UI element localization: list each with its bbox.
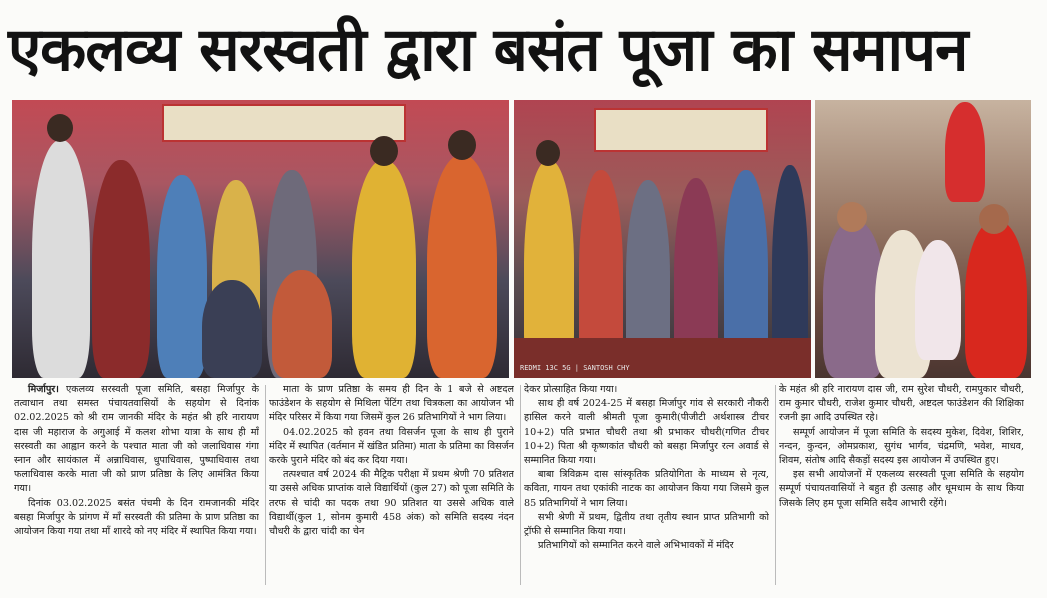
paragraph: साथ ही वर्ष 2024-25 में बसहा मिर्जापुर गांव से सरकारी नौकरी हासिल करने वाली श्रीमती पूजा कुमारी(पीजीटी अर्थशास्त्र टीचर 10+2) पति प्रभात चौधरी तथा श्री प्रभाकर चौधरी(गणित टीचर 10+2) पिता श्री कृष्णकांत चौधरी को बसहा मिर्जापुर रत्न अवार्ड से सम्मानित किया गया।	[524, 398, 769, 467]
camera-watermark: REDMI 13C 5G | SANTOSH CHY	[520, 364, 630, 372]
paragraph: इस सभी आयोजनों में एकलव्य सरस्वती पूजा समिति के सहयोग सम्पूर्ण पंचायतवासियों ने बहुत ही उत्साह और धूमधाम के साथ किया जिसके लिए हम पूजा समिति सदैव आभारी रहेंगे।	[779, 469, 1024, 509]
person-figure	[92, 160, 150, 378]
person-figure	[157, 175, 207, 378]
paragraph: तत्पश्चात वर्ष 2024 की मैट्रिक परीक्षा में प्रथम श्रेणी 70 प्रतिशत या उससे अधिक प्राप्तांक वाले विद्यार्थियों (कुल 27) को पूजा समिति के तरफ से चांदी का पदक तथा 90 प्रतिशत या उससे अधिक वाले विद्यार्थी(कुल 1, सोनम कुमारी 458 अंक) को समिति सदस्य नंदन चौधरी के द्वारा चांदी का चेन	[269, 469, 514, 538]
paragraph: प्रतिभागियों को सम्मानित करने वाले अभिभावकों में मंदिर	[538, 540, 734, 552]
person-figure	[965, 220, 1027, 378]
photo-prize-distribution	[514, 100, 811, 378]
person-figure	[202, 280, 262, 378]
person-figure	[427, 155, 497, 378]
photo-idol-immersion	[815, 100, 1031, 378]
idol	[915, 240, 961, 360]
paragraph: दिनांक 03.02.2025 बसंत पंचमी के दिन रामजानकी मंदिर बसहा मिर्जापुर के प्रांगण में माँ सरस्वती की प्रतिमा के प्राण प्रतिष्ठा का आयोजन किया गया तथा माँ शारदे को नए मंदिर में स्थापित किया गया।	[14, 497, 259, 538]
carpet	[514, 338, 811, 378]
photo-students-group	[12, 100, 509, 378]
paragraph: माता के प्राण प्रतिष्ठा के समय ही दिन के 1 बजे से अष्टदल फाउंडेशन के सहयोग से मिथिला पेंटिंग तथा चित्रकला का आयोजन भी मंदिर परिसर में किया गया जिसमें कुल 26 प्रतिभागियों ने भाग लिया।	[269, 384, 514, 424]
paragraph-text: एकलव्य सरस्वती पूजा समिति, बसहा मिर्जापुर के तत्वाधान तथा समस्त पंचायतवासियों के सहयोग से दिनांक 02.02.2025 को श्री राम जानकी मंदिर के महंत श्री हरि नारायण दास जी महाराज के अगुआई में कलश शोभा यात्रा के साथ ही माँ सरस्वती का आह्वान करने के पश्चात माता जी को जलाधिवास गंगा स्नान और सायंकाल में अन्नाधिवास, धुपाधिवास, पुष्पाधिवास तथा फलाधिवास करके माता जी को प्राण प्रतिष्ठा के लिए आमंत्रित किया गया।	[14, 384, 259, 495]
person-figure	[945, 102, 985, 202]
paragraph: के महंत श्री हरि नारायण दास जी, राम सुरेश चौधरी, रामपुकार चौधरी, राम कुमार चौधरी, राजेश कुमार चौधरी, अष्टदल फाउंडेशन की शिक्षिका रजनी झा आदि उपस्थित रहे।	[779, 384, 1024, 424]
person-head	[370, 136, 398, 166]
article-column-1	[14, 383, 259, 588]
article-column-4	[779, 383, 1024, 588]
headline: एकलव्य सरस्वती द्वारा बसंत पूजा का समापन	[8, 15, 968, 85]
person-head	[837, 202, 867, 232]
article-column-2	[269, 383, 514, 588]
article-body	[14, 383, 1034, 588]
person-figure	[272, 270, 332, 378]
article-column-3	[524, 383, 769, 588]
paragraph: 04.02.2025 को हवन तथा विसर्जन पूजा के साथ ही पुराने मंदिर में स्थापित (वर्तमान में खंडित प्रतिमा) माता के प्रतिमा का विसर्जन करके पुराने मंदिर को बंद कर दिया गया।	[269, 426, 514, 467]
paragraph: सभी श्रेणी में प्रथम, द्वितीय तथा तृतीय स्थान प्राप्त प्रतिभागी को ट्रॉफी से सम्मानित किया गया।	[524, 511, 769, 538]
paragraph	[14, 383, 259, 497]
person-head	[47, 114, 73, 142]
paragraph: बाबा त्रिविक्रम दास सांस्कृतिक प्रतियोगिता के माध्यम से नृत्य, कविता, गायन तथा एकांकी नाटक का आयोजन किया गया जिसमे कुल 85 प्रतिभागियों ने भाग लिया।	[524, 469, 769, 509]
paragraph: सम्पूर्ण आयोजन में पूजा समिति के सदस्य मुकेश, दिवेश, शिशिर, नन्दन, कुन्दन, ओमप्रकाश, सुगंध भार्गव, चंद्रमणि, भवेश, माधव, शिवम, संतोष आदि सैकड़ों सदस्य इस आयोजन में उपस्थित हुए।	[779, 426, 1024, 467]
person-head	[536, 140, 560, 166]
event-banner	[594, 108, 768, 152]
person-figure	[32, 140, 90, 378]
paragraph: देकर प्रोत्साहित किया गया।	[524, 384, 618, 395]
dateline: मिर्जापुर।	[28, 384, 59, 395]
person-head	[979, 204, 1009, 234]
event-banner	[162, 104, 406, 142]
person-head	[448, 130, 476, 160]
person-figure	[352, 160, 416, 378]
